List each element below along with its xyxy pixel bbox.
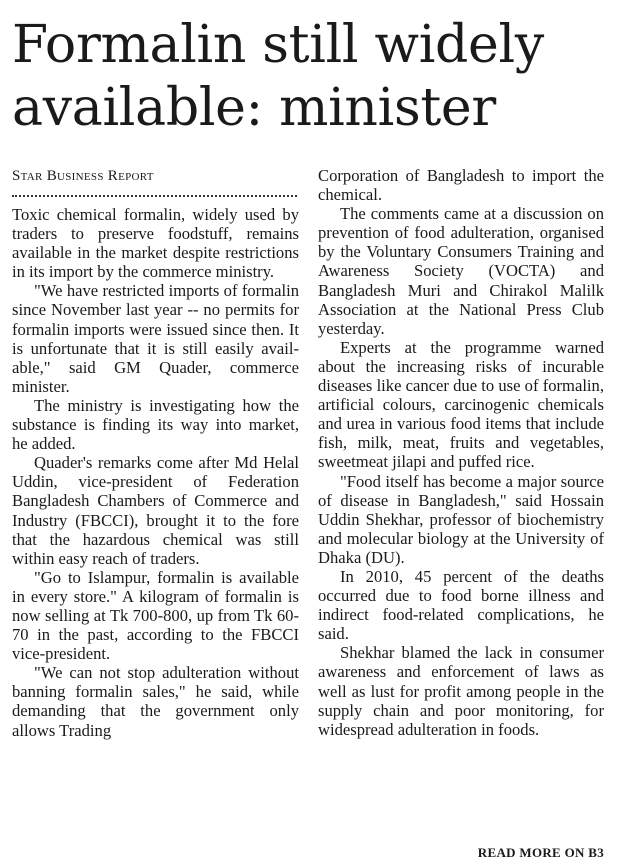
paragraph: "Go to Islampur, formalin is available in every store." A kilogram of formalin is now selling at Tk 700-800, up from Tk 60-70 in the past, according to the FBCCI vice-president. <box>12 567 299 664</box>
right-column <box>318 166 604 739</box>
paragraph: "We can not stop adulteration without banning formalin sales," he said, while demanding that the government only allows Trading <box>12 663 299 740</box>
paragraph: Shekhar blamed the lack in consumer awareness and enforcement of laws as well as lust for profit among people in the supply chain and poor monitoring, for widespread adulteration in foods. <box>318 643 604 739</box>
read-more-link[interactable]: READ MORE ON B3 <box>477 845 604 860</box>
paragraph: In 2010, 45 percent of the deaths occurred due to food borne illness and indirect food-related complications, he said. <box>318 566 604 644</box>
byline-divider <box>12 195 297 197</box>
paragraph: "We have restricted imports of formalin since November last year -- no permits for formalin imports were issued since then. It is unfortunate that it is still easily available," said GM Quader, commerce minister. <box>12 281 299 396</box>
byline: Star Business Report <box>12 168 154 184</box>
paragraph: The comments came at a discussion on prevention of food adulteration, organised by the Voluntary Consumers Training and Awareness Society (VOCTA) and Bangladesh Muri and Chirakol Malilk Association at the National Press Club yesterday. <box>318 204 604 338</box>
paragraph: Corporation of Bangladesh to import the chemical. <box>318 166 604 205</box>
paragraph: Experts at the programme warned about the increasing risks of incurable diseases like cancer due to use of formalin, artificial colours, carcinogenic chemicals and urea in various food items that include fish, milk, meat, fruits and vegetables, sweetmeat jilapi and puffed rice. <box>318 337 604 472</box>
headline: Formalin still widely available: minister <box>12 15 544 138</box>
paragraph: "Food itself has become a major source of disease in Bangladesh," said Hossain Uddin Shekhar, professor of biochemistry and molecular biology at the University of Dhaka (DU). <box>318 471 604 567</box>
paragraph: Quader's remarks come after Md Helal Uddin, vice-president of Federation Bangladesh Chambers of Commerce and Industry (FBCCI), brought it to the fore that the hazardous chemical was still within easy reach of traders. <box>12 453 299 568</box>
left-column <box>12 166 299 740</box>
paragraph: Toxic chemical formalin, widely used by traders to preserve foodstuff, remains available in the market despite restrictions in its import by the commerce ministry. <box>12 205 299 282</box>
paragraph: The ministry is investigating how the substance is finding its way into market, he added. <box>12 395 299 454</box>
